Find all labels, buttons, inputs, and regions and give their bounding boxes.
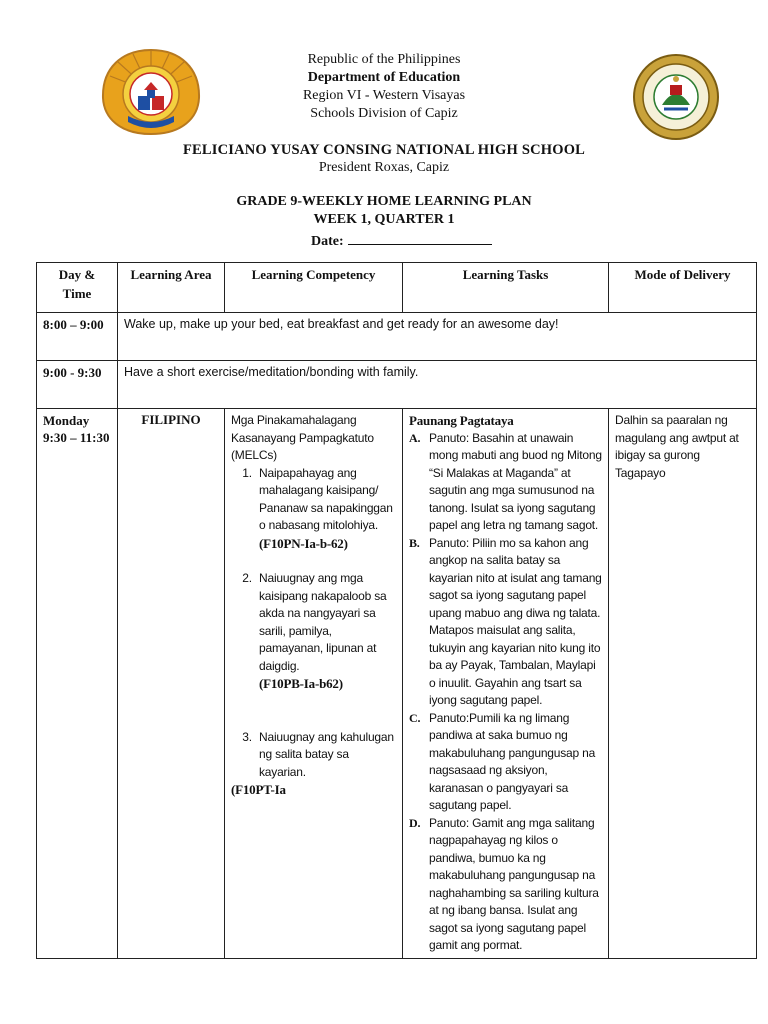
competency-code: (F10PT-Ia [231, 782, 286, 797]
school-location: President Roxas, Capiz [318, 160, 450, 175]
learning-area-cell: FILIPINO [118, 409, 225, 959]
competency-intro: Mga Pinakamahalagang Kasanayang Pampagkatuto (MELCs) [231, 413, 374, 462]
learning-plan-table [36, 262, 757, 959]
row-day: Monday [43, 413, 90, 428]
table-row [37, 313, 757, 361]
republic-line: Republic of the Philippines [307, 52, 461, 67]
competency-list [231, 465, 396, 799]
agency-header [0, 51, 768, 123]
competency-code: (F10PB-Ia-b62) [259, 676, 343, 691]
department-line: Department of Education [307, 70, 461, 85]
region-line: Region VI - Western Visayas [302, 88, 466, 103]
task-text: Panuto: Piliin mo sa kahon ang angkop na salita batay sa kayarian nito at isulat ang tamang sagot sa iyong sagutang papel upang mabuo ang diwa ng talata. Matapos maisulat ang salita, tukuyin ang kayarian nito kung ito ba ay Payak, Tambalan, Maylapi o inuulit. Gayahin ang tsart sa iyong sagutang papel. [429, 535, 602, 707]
row-time: 9:30 – 11:30 [43, 430, 110, 445]
tasks-heading: Paunang Pagtataya [409, 413, 514, 428]
competency-code: (F10PN-Ia-b-62) [259, 535, 348, 551]
task-item [409, 535, 602, 710]
table-row [37, 361, 757, 409]
plan-header [0, 193, 768, 229]
row-day-time [37, 409, 118, 959]
week-quarter: WEEK 1, QUARTER 1 [313, 212, 455, 227]
row-time: 9:00 - 9:30 [37, 361, 118, 409]
plan-title: GRADE 9-WEEKLY HOME LEARNING PLAN [236, 194, 532, 209]
mode-of-delivery-cell: Dalhin sa paaralan ng magulang ang awtput at ibigay sa gurong Tagapayo [609, 409, 757, 959]
competency-text: Naiuugnay ang kahulugan ng salita batay sa kayarian. [259, 729, 394, 779]
task-text: Panuto: Gamit ang mga salitang nagpapahayag ng kilos o pandiwa, bumuo ka ng makabuluhang pangungusap na naghahambing sa sariling kultura at ng ibang bansa. Isulat ang sagot sa iyong sagutang papel gamit ang pormat. [429, 815, 599, 952]
division-line: Schools Division of Capiz [310, 106, 458, 121]
header-learning-competency: Learning Competency [225, 263, 403, 313]
school-name: FELICIANO YUSAY CONSING NATIONAL HIGH SCHOOL [182, 142, 586, 158]
task-text: Panuto:Pumili ka ng limang pandiwa at saka bumuo ng makabuluhang pangungusap na nagsasaad ng aksiyon, karanasan o pangyayari sa sagutang papel. [429, 710, 596, 812]
header-mode-of-delivery: Mode of Delivery [609, 263, 757, 313]
task-mark: B. [409, 535, 420, 550]
task-item [409, 710, 602, 815]
competency-cell [225, 409, 403, 959]
competency-item [231, 729, 396, 799]
task-list [409, 430, 602, 955]
row-time: 8:00 – 9:00 [37, 313, 118, 361]
table-header-row [37, 263, 757, 313]
date-label: Date: [311, 234, 344, 249]
date-field [311, 231, 492, 250]
row-activity: Wake up, make up your bed, eat breakfast and get ready for an awesome day! [118, 313, 757, 361]
task-mark: A. [409, 430, 421, 445]
competency-text: Naipapahayag ang mahalagang kaisipang/ Pananaw sa napakinggan o nabasang mitolohiya. [259, 465, 393, 532]
header-day-time: Day & Time [37, 263, 118, 313]
task-mark: D. [409, 815, 421, 830]
row-activity: Have a short exercise/meditation/bonding with family. [118, 361, 757, 409]
school-header [0, 141, 768, 177]
competency-item [255, 465, 396, 553]
header-learning-tasks: Learning Tasks [403, 263, 609, 313]
competency-item [255, 570, 396, 693]
tasks-cell [403, 409, 609, 959]
table-row [37, 409, 757, 959]
competency-text: Naiuugnay ang mga kaisipang nakapaloob sa akda na nangyayari sa sarili, pamilya, pamayanan, lipunan at daigdig. [259, 571, 387, 673]
task-text: Panuto: Basahin at unawain mong mabuti ang buod ng Mitong “Si Malakas at Maganda” at sagutin ang mga sumusunod na tanong. Isulat sa iyong sagutang papel ang letra ng tamang sagot. [429, 430, 602, 532]
task-mark: C. [409, 710, 421, 725]
task-item [409, 815, 602, 955]
task-item [409, 430, 602, 535]
header-learning-area: Learning Area [118, 263, 225, 313]
date-blank-line [348, 231, 492, 245]
